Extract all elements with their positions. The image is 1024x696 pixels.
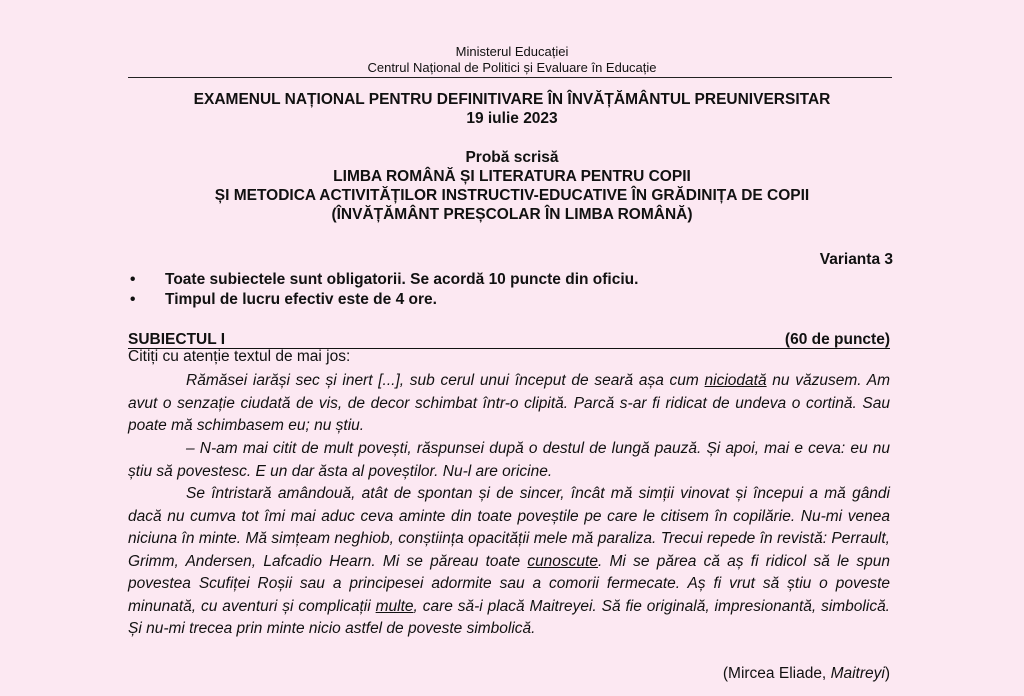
subject-line-1: LIMBA ROMÂNĂ ȘI LITERATURA PENTRU COPII [333, 168, 691, 185]
variant-label: Varianta 3 [819, 251, 893, 268]
section-instruction: Citiți cu atenție textul de mai jos: [128, 348, 351, 365]
section-points: (60 de puncte) [784, 331, 890, 348]
rule-text: Toate subiectele sunt obligatorii. Se acordă 10 puncte din oficiu. [165, 271, 639, 288]
work-title: Maitreyi [830, 665, 885, 682]
text-source: (Mircea Eliade, Maitreyi) [722, 665, 890, 682]
underlined-word: multe [375, 597, 414, 615]
test-type: Probă scrisă [465, 149, 559, 166]
section-heading [128, 331, 890, 349]
exam-title: EXAMENUL NAȚIONAL PENTRU DEFINITIVARE ÎN ÎNVĂȚĂMÂNTUL PREUNIVERSITAR [193, 91, 831, 108]
header-divider [128, 77, 892, 78]
text-paragraph-3: Se întristară amândouă, atât de spontan și de sincer, încât mă simții vinovat și începui a mă gândi dacă nu cumva tot îmi mai aduc ceva aminte din toate poveștile pe care le citisem în copilărie. Nu-mi venea niciuna în minte. Mă simțeam neghiob, conștiința opacității mele mă paraliza. Trecui repede în revistă: Perrault, Grimm, Andersen, Lafcadio Hearn. Mi se păreau toate cunoscute. Mi se părea că aș fi ridicol să le spun povestea Scufiței Roșii sau a principesei adormite sau a comorii fermecate. Aș fi vrut să știu o poveste minunată, cu aventuri și complicații multe, care să-i placă Maitreyei. Să fie originală, impresionantă, simbolică. Și nu-mi trecea prin minte nicio astfel de poveste simbolică. [128, 485, 890, 637]
rule-text: Timpul de lucru efectiv este de 4 ore. [165, 291, 437, 308]
subject-line-2: ȘI METODICA ACTIVITĂȚILOR INSTRUCTIV-EDUCATIVE ÎN GRĂDINIȚA DE COPII [214, 187, 810, 204]
bullet-icon: • [130, 291, 136, 308]
text-paragraph-1: Rămăsei iarăși sec și inert [...], sub cerul unui început de seară așa cum niciodată nu văzusem. Am avut o senzație ciudată de vis, de decor schimbat într-o clipită. Parcă s-ar fi ridicat de undeva o cortină. Sau poate mă schimbasem eu; nu știu. [128, 372, 890, 434]
ministry-name: Ministerul Educației [455, 44, 569, 59]
exam-date: 19 iulie 2023 [466, 110, 558, 127]
text-paragraph-2: – N-am mai citit de mult povești, răspunsei după o destul de lungă pauză. Și apoi, mai e ceva: eu nu știu să povestesc. E un dar ăsta al poveștilor. Nu-l are oricine. [128, 440, 890, 480]
bullet-icon: • [130, 271, 136, 288]
center-name: Centrul Național de Politici și Evaluare în Educație [367, 60, 657, 75]
section-name: SUBIECTUL I [128, 331, 226, 348]
underlined-word: niciodată [704, 372, 767, 389]
underlined-word: cunoscute [527, 552, 598, 570]
subject-line-3: (ÎNVĂȚĂMÂNT PREȘCOLAR ÎN LIMBA ROMÂNĂ) [331, 206, 693, 223]
